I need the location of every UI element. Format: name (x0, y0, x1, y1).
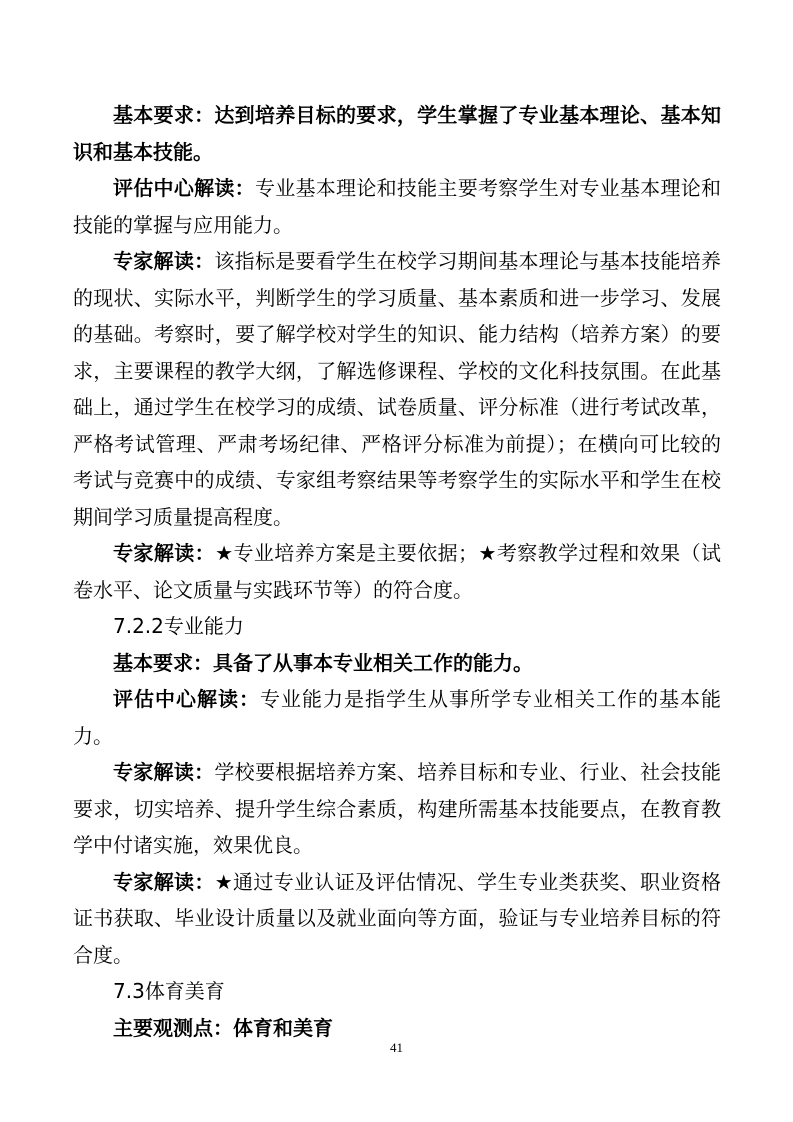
section-heading (73, 608, 721, 645)
assessment-center-label: 评估中心解读： (113, 687, 260, 711)
expert-interpretation-paragraph (73, 864, 721, 974)
assessment-center-text: 专业能力是指学生从事所学专业相关工作的基本能力。 (73, 687, 721, 748)
expert-text: 该指标是要看学生在校学习期间基本理论与基本技能培养的现状、实际水平，判断学生的学习质量、基本素质和进一步学习、发展的基础。考察时，要了解学校对学生的知识、能力结构（培养方案）的要求，主要课程的教学大纲，了解选修课程、学校的文化科技氛围。在此基础上，通过学生在校学习的成绩、试卷质量、评分标准（进行考试改革，严格考试管理、严肃考场纪律、严格评分标准为前提）；在横向可比较的考试与竞赛中的成绩、专家组考察结果等考察学生的实际水平和学生在校期间学习质量提高程度。 (73, 249, 722, 529)
section-number: 7.2.2 (113, 614, 164, 638)
basic-requirement-paragraph (73, 97, 721, 170)
expert-interpretation-paragraph (73, 754, 721, 864)
main-observation-points-label: 主要观测点：体育和美育 (113, 1015, 333, 1040)
expert-label: 专家解读：★ (113, 541, 234, 565)
section-heading (73, 973, 721, 1010)
assessment-center-label: 评估中心解读： (113, 176, 255, 200)
basic-requirement-label: 基本要求：达到培养目标的要求，学生掌握了专业基本理论、基本知识和基本技能。 (73, 103, 721, 164)
expert-label: 专家解读：★ (113, 869, 234, 894)
basic-requirement-label: 基本要求：具备了从事本专业相关工作的能力。 (113, 650, 533, 675)
assessment-center-text: 专业基本理论和技能主要考察学生对专业基本理论和技能的掌握与应用能力。 (73, 176, 722, 237)
expert-label: 专家解读： (113, 760, 215, 784)
section-number: 7.3 (113, 979, 145, 1003)
expert-text: 专业培养方案是主要依据；★考察教学过程和效果（试卷水平、论文质量与实践环节等）的符合度。 (73, 541, 721, 602)
basic-requirement-paragraph (73, 645, 721, 682)
section-title: 专业能力 (163, 614, 244, 638)
expert-text: 学校要根据培养方案、培养目标和专业、行业、社会技能要求，切实培养、提升学生综合素质，构建所需基本技能要点，在教育教学中付诸实施，效果优良。 (73, 760, 722, 857)
expert-interpretation-paragraph (73, 243, 721, 535)
expert-label: 专家解读： (113, 249, 215, 273)
expert-text: 通过专业认证及评估情况、学生专业类获奖、职业资格证书获取、毕业设计质量以及就业面向等方面，验证与专业培养目标的符合度。 (73, 869, 721, 967)
assessment-center-interpretation-paragraph (73, 170, 721, 243)
document-body (73, 97, 721, 1046)
section-title: 体育美育 (144, 979, 225, 1003)
expert-interpretation-paragraph (73, 535, 721, 608)
assessment-center-interpretation-paragraph (73, 681, 721, 754)
page-number: 41 (390, 1040, 403, 1055)
